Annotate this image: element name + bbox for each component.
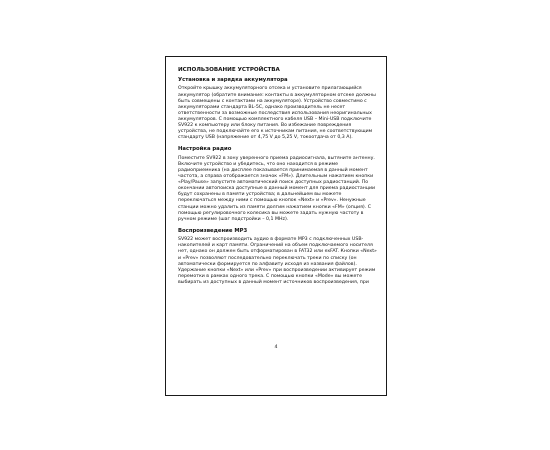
- document-page: [165, 56, 387, 396]
- section-text-radio: Поместите SV922 в зону уверенного приема радиосигнала, вытяните антенну. Включите устройство и убедитесь, что оно находится в режиме радиоприемника (на дисплее показывается принимаемая в данный момент частота, а справа отображается значок «FM»). Длительным нажатием кнопки «Play/Pause» запустите автоматический поиск доступных радиостанций. По окончании автопоиска доступные в данный момент для приема радиостанции будут сохранены в памяти устройства; в дальнейшем вы можете переключаться между ними с помощью кнопок «Next» и «Prev». Ненужные станции можно удалить из памяти долгим нажатием кнопки «FM» (опция). С помощью регулировочного колесика вы можете задать нужную частоту в ручном режиме (шаг подстройки – 0,1 MHz).: [178, 155, 376, 222]
- section-text-mp3: SV922 может воспроизводить аудио в формате MP3 с подключенных USB-накопителей и карт памяти. Ограничений на объем подключаемого носителя нет, однако он должен быть отформатирован в FAT32 или exFAT. Кнопки «Next» и «Prev» позволяют последовательно переключать треки по списку (он автоматически формируется по алфавиту исходя из названия файлов). Удержание кнопки «Next» или «Prev» при воспроизведении активирует режим перемотки в рамках одного трека. С помощью кнопки «Mode» вы можете выбирать из доступных в данный момент источников воспроизведения, при: [178, 237, 377, 285]
- section-text-battery: Откройте крышку аккумуляторного отсека и установите прилагающийся аккумулятор (обратите внимание: контакты в аккумуляторном отсеке должны быть совмещены с контактами на аккумуляторе). Устройство совместимо с аккумуляторами стандарта BL-5C, однако производитель не несет ответственности за возможные последствия использования неоригинальных аккумуляторов. С помощью комплектного кабеля USB – Mini-USB подключите SV922 к компьютеру или блоку питания. Во избежание повреждения устройства, не подключайте его к источникам питания, не соответствующим стандарту USB (напряжение от 4,75 V до 5,25 V, токоотдача от 0,3 A).: [178, 86, 376, 141]
- section-heading-radio: Настройка радио: [178, 146, 232, 153]
- page-content: [178, 67, 378, 291]
- page-number: 4: [274, 345, 278, 350]
- page-title: ИСПОЛЬЗОВАНИЕ УСТРОЙСТВА: [178, 67, 280, 73]
- section-heading-battery: Установка и зарядка аккумулятора: [178, 76, 288, 83]
- section-heading-mp3: Воспроизведение MP3: [178, 227, 248, 234]
